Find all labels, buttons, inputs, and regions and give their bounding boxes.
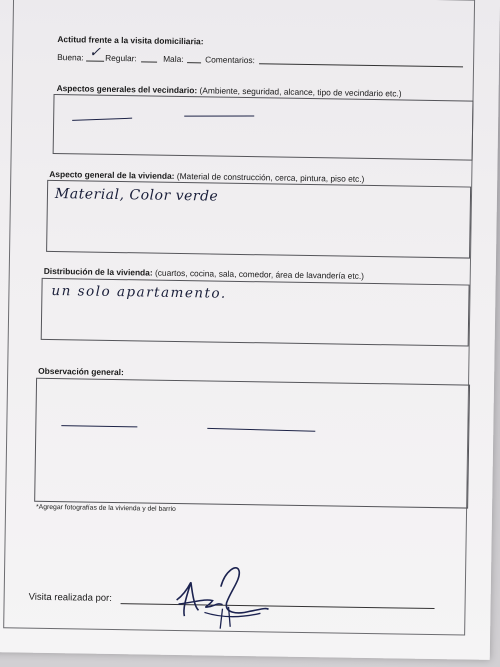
attitude-bad-label: Mala: [163, 53, 184, 65]
distribution-title: Distribución de la vivienda: [43, 265, 153, 278]
observation-footnote: *Agregar fotografías de la vivienda y del barrio [36, 503, 176, 513]
neighborhood-answer-box [53, 94, 474, 161]
home-aspect-title: Aspecto general de la vivienda: [49, 168, 175, 181]
attitude-good-checkmark: ✓ [89, 44, 102, 61]
observation-title: Observación general: [38, 365, 124, 378]
observation-answer-box [34, 378, 470, 509]
attitude-comments-label: Comentarios: [205, 54, 256, 66]
signature-image [164, 556, 275, 638]
attitude-bad-line [187, 62, 201, 63]
observation-heading [38, 366, 124, 377]
neighborhood-hint: (Ambiente, seguridad, alcance, tipo de vecindario etc.) [199, 85, 402, 99]
home-aspect-hint: (Material de construcción, cerca, pintura, piso etc.) [176, 170, 365, 184]
neighborhood-title: Aspectos generales del vecindario: [56, 83, 198, 96]
form-border [3, 0, 475, 636]
attitude-comments-line [259, 63, 463, 67]
attitude-title-text: Actitud frente a la visita domiciliaria: [57, 34, 204, 47]
attitude-title [57, 34, 203, 46]
attitude-good-line [86, 61, 104, 62]
attitude-regular-line [141, 61, 157, 62]
home-aspect-answer: Material, Color verde [54, 186, 219, 205]
attitude-good-label: Buena: [57, 52, 84, 63]
visit-label: Visita realizada por: [28, 591, 112, 604]
distribution-hint: (cuartos, cocina, sala, comedor, área de lavandería etc.) [154, 267, 365, 281]
neighborhood-dash-2 [184, 116, 254, 117]
distribution-answer: un solo apartamento. [51, 282, 227, 302]
attitude-regular-label: Regular: [105, 52, 137, 64]
